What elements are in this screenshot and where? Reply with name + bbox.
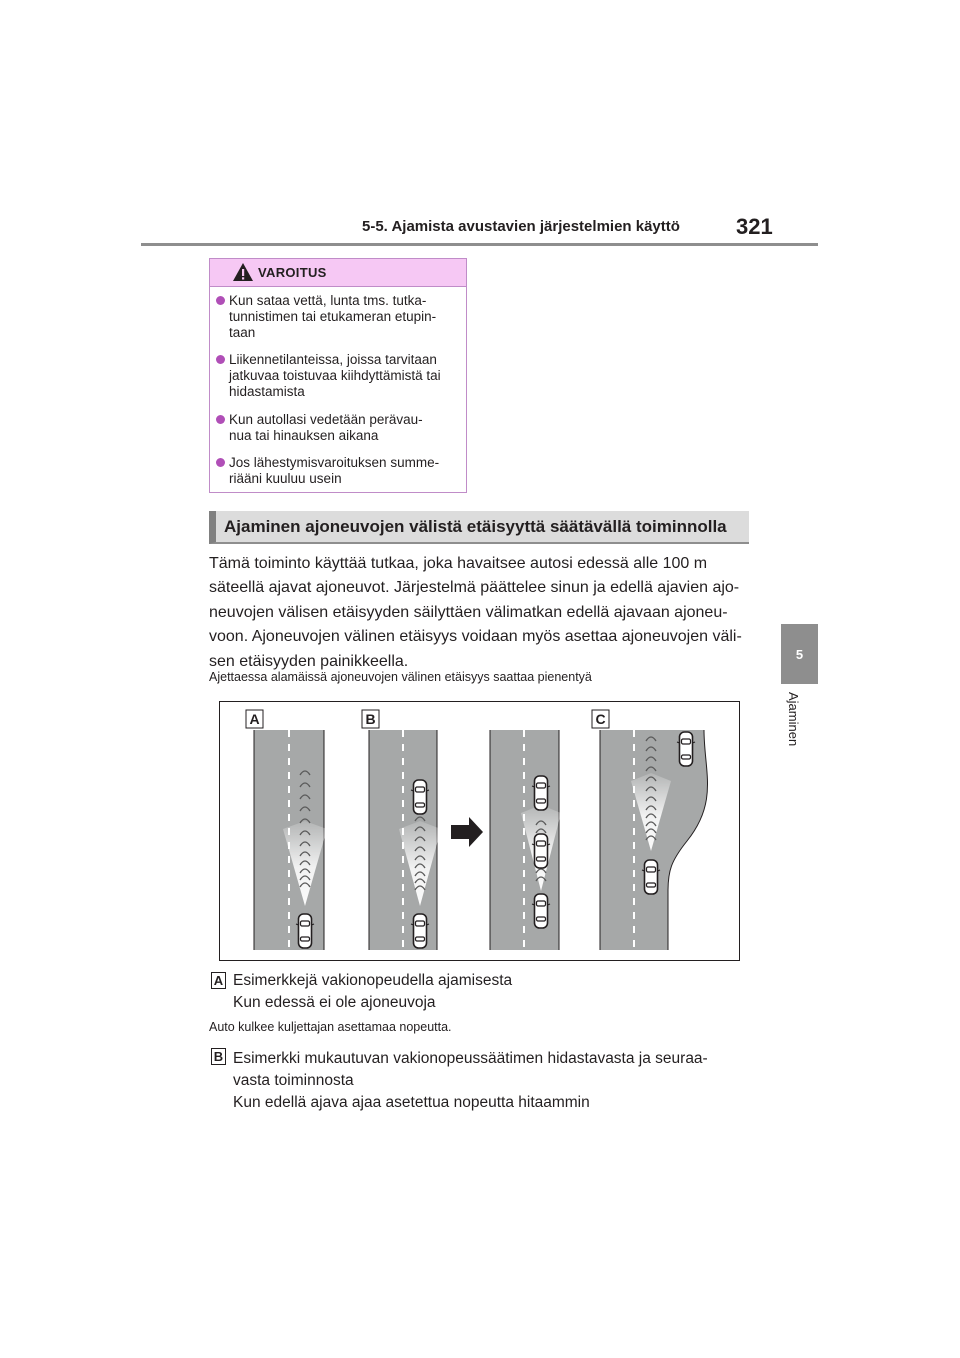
section-heading xyxy=(209,511,749,544)
warning-item-text: Liikennetilanteissa, joissa tarvitaan jatkuvaa toistuvaa kiihdyttämistä tai hidastamista xyxy=(229,352,441,399)
item-b-text: Esimerkki mukautuvan vakionopeussäätimen hidastavasta ja seuraa- vasta toiminnosta Kun edellä ajava ajaa asetettua nopeutta hitaammin xyxy=(233,1050,708,1111)
panel-b-following xyxy=(490,730,561,950)
acc-illustration xyxy=(219,701,740,961)
chapter-label: Ajaminen xyxy=(786,692,801,747)
label-a xyxy=(246,710,263,728)
bullet-icon xyxy=(216,415,225,424)
header-title: 5-5. Ajamista avustavien järjestelmien käyttö xyxy=(362,218,680,235)
label-c xyxy=(592,710,609,728)
item-a-note: Auto kulkee kuljettajan asettamaa nopeutta. xyxy=(209,1020,452,1034)
panel-b xyxy=(369,730,441,950)
warning-item xyxy=(216,352,462,400)
bullet-icon xyxy=(216,458,225,467)
bullet-icon xyxy=(216,296,225,305)
page-number: 321 xyxy=(736,214,773,239)
chapter-number: 5 xyxy=(795,646,804,662)
item-tag-a: A xyxy=(211,972,226,989)
header-rule xyxy=(141,243,818,246)
warning-item-text: Kun sataa vettä, lunta tms. tutka- tunnistimen tai etukameran etupin- taan xyxy=(229,293,437,340)
item-tag-b: B xyxy=(211,1048,226,1065)
warning-item xyxy=(216,412,462,444)
warning-triangle-icon xyxy=(232,261,254,283)
chapter-tab[interactable] xyxy=(781,624,818,684)
bullet-icon xyxy=(216,355,225,364)
svg-text:A: A xyxy=(249,711,260,727)
svg-text:C: C xyxy=(595,711,606,727)
svg-text:B: B xyxy=(365,711,376,727)
section-heading-text: Ajaminen ajoneuvojen välistä etäisyyttä säätävällä toiminnolla xyxy=(224,517,727,536)
warning-box xyxy=(209,258,467,493)
label-b xyxy=(362,710,379,728)
item-a-title: Esimerkkejä vakionopeudella ajamisesta xyxy=(233,972,513,989)
warning-item xyxy=(216,455,462,487)
panel-a xyxy=(254,730,327,950)
warning-item-text: Kun autollasi vedetään perävau- nua tai hinauksen aikana xyxy=(229,412,423,443)
warning-header xyxy=(210,259,466,287)
item-a-subtitle: Kun edessä ei ole ajoneuvoja xyxy=(233,994,436,1011)
warning-item xyxy=(216,293,462,341)
body-paragraph: Tämä toiminto käyttää tutkaa, joka havaitsee autosi edessä alle 100 m säteellä ajavat ajoneuvot. Järjestelmä päättelee sinun ja edellä ajavien ajo- neuvojen välisen etäisyyden säilyttäen välimatkan edellä ajavaan ajoneu- voon. Ajoneuvojen välinen etäisyys voidaan myös asettaa ajoneuvojen väli- sen etäisyyden painikkeella. xyxy=(209,555,742,670)
warning-item-text: Jos lähestymisvaroituksen summe- riääni kuuluu usein xyxy=(229,455,440,486)
section-note: Ajettaessa alamäissä ajoneuvojen välinen etäisyys saattaa pienentyä xyxy=(209,670,592,684)
warning-title: VAROITUS xyxy=(258,265,327,280)
